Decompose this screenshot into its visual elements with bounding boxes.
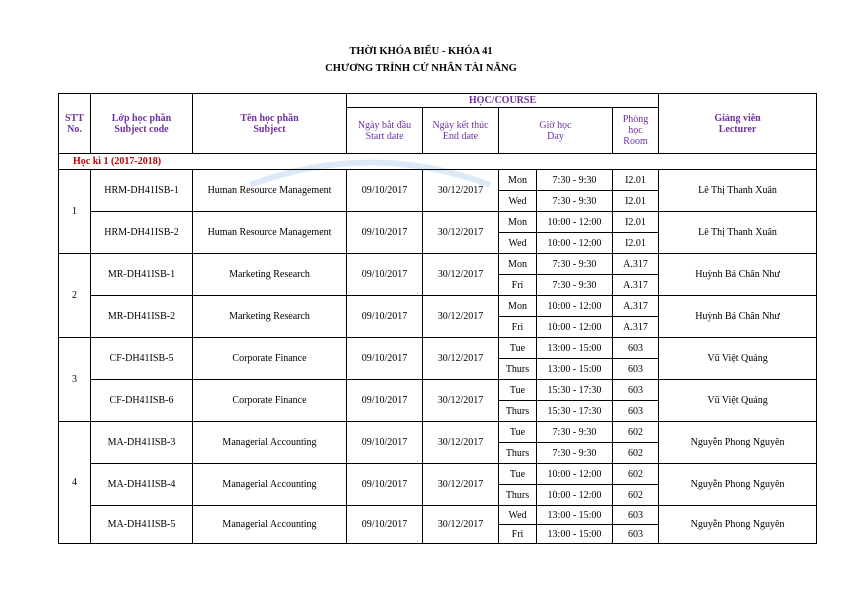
header-start-date (347, 108, 423, 154)
day-cell: Tue (499, 338, 537, 359)
start-date-cell: 09/10/2017 (347, 296, 423, 338)
header-code-en: Subject code (114, 123, 169, 135)
lecturer-cell: Lê Thị Thanh Xuân (659, 170, 817, 212)
table-row (59, 380, 817, 401)
header-stt-vi: STT (65, 112, 84, 124)
time-cell: 7:30 - 9:30 (537, 443, 613, 464)
start-date-cell: 09/10/2017 (347, 422, 423, 464)
time-cell: 7:30 - 9:30 (537, 254, 613, 275)
room-cell: 603 (613, 380, 659, 401)
time-cell: 15:30 - 17:30 (537, 380, 613, 401)
subject-code-cell: MR-DH41ISB-1 (91, 254, 193, 296)
table-row (59, 338, 817, 359)
room-cell: 602 (613, 422, 659, 443)
day-cell: Thurs (499, 443, 537, 464)
header-end-vi: Ngày kết thúc (432, 119, 489, 131)
table-row (59, 506, 817, 525)
subject-code-cell: MA-DH41ISB-5 (91, 506, 193, 544)
subject-code-cell: CF-DH41ISB-6 (91, 380, 193, 422)
start-date-cell: 09/10/2017 (347, 254, 423, 296)
group-number: 1 (59, 170, 91, 254)
day-cell: Tue (499, 380, 537, 401)
time-cell: 15:30 - 17:30 (537, 401, 613, 422)
table-row (59, 464, 817, 485)
subject-name-cell: Managerial Accounting (193, 422, 347, 464)
start-date-cell: 09/10/2017 (347, 212, 423, 254)
header-room-vi2: học (628, 125, 643, 136)
end-date-cell: 30/12/2017 (423, 380, 499, 422)
room-cell: 603 (613, 506, 659, 525)
time-cell: 7:30 - 9:30 (537, 275, 613, 296)
start-date-cell: 09/10/2017 (347, 380, 423, 422)
subject-code-cell: MA-DH41ISB-4 (91, 464, 193, 506)
day-cell: Thurs (499, 401, 537, 422)
header-room-vi1: Phòng (622, 114, 649, 125)
header-code-vi: Lớp học phần (111, 112, 172, 124)
time-cell: 13:00 - 15:00 (537, 525, 613, 544)
header-start-vi: Ngày bắt đầu (357, 119, 412, 131)
subject-code-cell: MA-DH41ISB-3 (91, 422, 193, 464)
table-row (59, 170, 817, 191)
room-cell: I2.01 (613, 170, 659, 191)
lecturer-cell: Huỳnh Bá Chân Như (659, 254, 817, 296)
start-date-cell: 09/10/2017 (347, 170, 423, 212)
subject-name-cell: Marketing Research (193, 254, 347, 296)
day-cell: Tue (499, 464, 537, 485)
table-row (59, 422, 817, 443)
time-cell: 13:00 - 15:00 (537, 359, 613, 380)
end-date-cell: 30/12/2017 (423, 296, 499, 338)
day-cell: Wed (499, 506, 537, 525)
lecturer-cell: Nguyễn Phong Nguyên (659, 464, 817, 506)
room-cell: 602 (613, 485, 659, 506)
room-cell: 603 (613, 338, 659, 359)
room-cell: I2.01 (613, 191, 659, 212)
time-cell: 13:00 - 15:00 (537, 338, 613, 359)
header-end-en: End date (442, 130, 479, 142)
header-stt (59, 94, 91, 154)
start-date-cell: 09/10/2017 (347, 338, 423, 380)
header-subject-vi: Tên học phần (240, 112, 299, 124)
time-cell: 10:00 - 12:00 (537, 485, 613, 506)
end-date-cell: 30/12/2017 (423, 506, 499, 544)
header-start-en: Start date (365, 130, 404, 142)
lecturer-cell: Nguyễn Phong Nguyên (659, 422, 817, 464)
subject-name-cell: Marketing Research (193, 296, 347, 338)
day-cell: Thurs (499, 359, 537, 380)
group-number: 2 (59, 254, 91, 338)
subject-name-cell: Corporate Finance (193, 338, 347, 380)
start-date-cell: 09/10/2017 (347, 506, 423, 544)
header-course: HỌC/COURSE (347, 94, 659, 108)
room-cell: 603 (613, 401, 659, 422)
room-cell: A.317 (613, 275, 659, 296)
program-title: CHƯƠNG TRÌNH CỬ NHÂN TÀI NĂNG (325, 63, 517, 74)
header-stt-en: No. (67, 123, 82, 135)
semester-row: Học kì 1 (2017-2018) (59, 154, 817, 170)
room-cell: 602 (613, 443, 659, 464)
timetable (58, 93, 817, 544)
header-subject-en: Subject (253, 123, 286, 135)
subject-name-cell: Human Resource Management (193, 212, 347, 254)
room-cell: I2.01 (613, 233, 659, 254)
subject-name-cell: Corporate Finance (193, 380, 347, 422)
time-cell: 7:30 - 9:30 (537, 191, 613, 212)
subject-name-cell: Managerial Accounting (193, 506, 347, 544)
end-date-cell: 30/12/2017 (423, 464, 499, 506)
subject-code-cell: MR-DH41ISB-2 (91, 296, 193, 338)
end-date-cell: 30/12/2017 (423, 254, 499, 296)
day-cell: Mon (499, 254, 537, 275)
table-row (59, 296, 817, 317)
day-cell: Fri (499, 525, 537, 544)
room-cell: I2.01 (613, 212, 659, 233)
day-cell: Fri (499, 317, 537, 338)
start-date-cell: 09/10/2017 (347, 464, 423, 506)
subject-code-cell: HRM-DH41ISB-1 (91, 170, 193, 212)
room-cell: A.317 (613, 296, 659, 317)
header-end-date (423, 108, 499, 154)
room-cell: 602 (613, 464, 659, 485)
subject-code-cell: HRM-DH41ISB-2 (91, 212, 193, 254)
header-room (613, 108, 659, 154)
end-date-cell: 30/12/2017 (423, 338, 499, 380)
time-cell: 10:00 - 12:00 (537, 233, 613, 254)
header-time (499, 108, 613, 154)
table-row (59, 254, 817, 275)
room-cell: A.317 (613, 317, 659, 338)
day-cell: Wed (499, 191, 537, 212)
day-cell: Mon (499, 296, 537, 317)
header-room-en: Room (623, 136, 648, 147)
end-date-cell: 30/12/2017 (423, 422, 499, 464)
table-row (59, 212, 817, 233)
time-cell: 10:00 - 12:00 (537, 296, 613, 317)
group-number: 3 (59, 338, 91, 422)
lecturer-cell: Huỳnh Bá Chân Như (659, 296, 817, 338)
day-cell: Fri (499, 275, 537, 296)
group-number: 4 (59, 422, 91, 544)
subject-code-cell: CF-DH41ISB-5 (91, 338, 193, 380)
header-lecturer (659, 94, 817, 154)
day-cell: Mon (499, 170, 537, 191)
day-cell: Wed (499, 233, 537, 254)
day-cell: Mon (499, 212, 537, 233)
day-cell: Tue (499, 422, 537, 443)
schedule-title: THỜI KHÓA BIỂU - KHÓA 41 (349, 46, 493, 57)
time-cell: 7:30 - 9:30 (537, 422, 613, 443)
room-cell: A.317 (613, 254, 659, 275)
time-cell: 13:00 - 15:00 (537, 506, 613, 525)
header-lecturer-vi: Giảng viên (714, 112, 761, 124)
lecturer-cell: Nguyễn Phong Nguyên (659, 506, 817, 544)
room-cell: 603 (613, 359, 659, 380)
lecturer-cell: Vũ Việt Quảng (659, 338, 817, 380)
header-lecturer-en: Lecturer (718, 123, 757, 135)
end-date-cell: 30/12/2017 (423, 212, 499, 254)
lecturer-cell: Lê Thị Thanh Xuân (659, 212, 817, 254)
room-cell: 603 (613, 525, 659, 544)
subject-name-cell: Human Resource Management (193, 170, 347, 212)
time-cell: 10:00 - 12:00 (537, 212, 613, 233)
time-cell: 10:00 - 12:00 (537, 464, 613, 485)
time-cell: 10:00 - 12:00 (537, 317, 613, 338)
header-subject (193, 94, 347, 154)
header-subject-code (91, 94, 193, 154)
end-date-cell: 30/12/2017 (423, 170, 499, 212)
time-cell: 7:30 - 9:30 (537, 170, 613, 191)
header-time-vi: Giờ học (539, 119, 572, 131)
subject-name-cell: Managerial Accounting (193, 464, 347, 506)
header-time-en: Day (547, 130, 564, 142)
day-cell: Thurs (499, 485, 537, 506)
lecturer-cell: Vũ Việt Quảng (659, 380, 817, 422)
